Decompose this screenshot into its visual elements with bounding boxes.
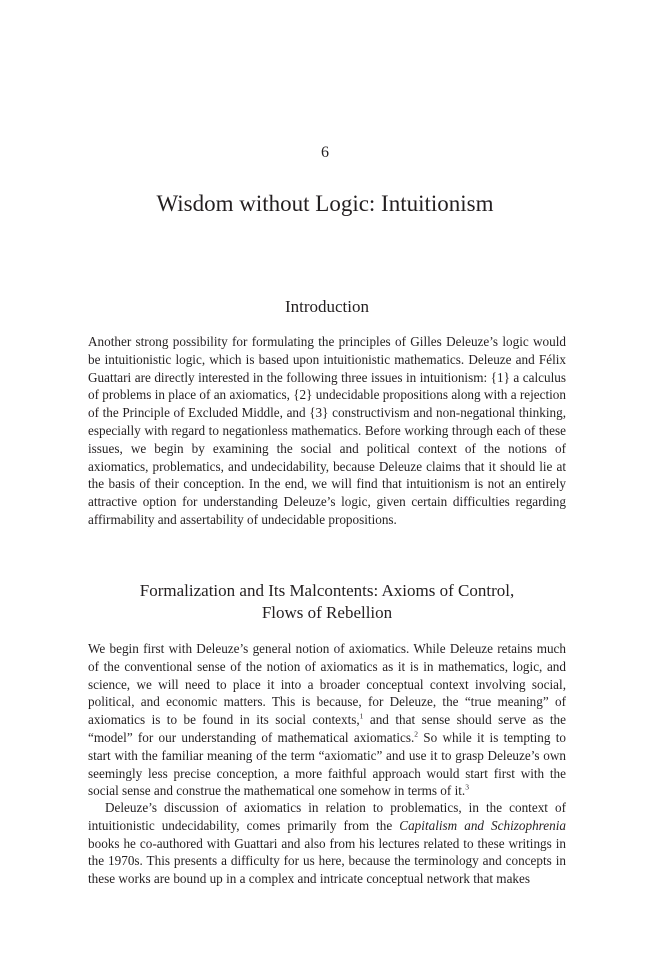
paragraph-text: books he co-authored with Guattari and also from his lectures related to these writings in the 1970s. This presents a difficulty for us here, because the terminology and concepts in these works are bound up in a complex and intricate conceptual network that makes [88,835,566,887]
paragraph-text: and that sense should serve as the “model” for our understanding of mathematical axiomatics. [88,712,566,745]
introduction-heading: Introduction [284,297,370,316]
footnote-marker[interactable]: 1 [359,711,364,721]
footnote-marker[interactable]: 3 [465,782,469,792]
chapter-title: Wisdom without Logic: Intuitionism [156,191,494,216]
paragraph-text: So while it is tempting to start with the familiar meaning of the term “axiomatic” and use it to grasp Deleuze’s own seemingly less precise conception, a more faithful approach would start first with the social sense and construe the mathematical one somehow in terms of it. [88,729,566,799]
formalization-heading-line2: Flows of Rebellion [261,603,393,622]
formalization-heading [88,580,566,624]
formalization-paragraph-1 [88,640,566,800]
paragraph-text: Deleuze’s discussion of axiomatics in relation to problematics, in the context of intuitionistic undecidability, comes primarily from the [88,800,566,833]
formalization-paragraph-2 [88,799,566,888]
book-title: Capitalism and Schizophrenia [399,817,567,833]
introduction-paragraph: Another strong possibility for formulating the principles of Gilles Deleuze’s logic would be intuitionistic logic, which is based upon intuitionistic mathematics. Deleuze and Félix Guattari are directly interested in the following three issues in intuitionism: {1} a calculus of problems in place of an axiomatics, {2} undecidable propositions along with a rejection of the Principle of Excluded Middle, and {3} constructivism and non-negational thinking, especially with regard to negationless mathematics. Before working through each of these issues, we begin by examining the social and political context of the notions of axiomatics, problematics, and undecidability, because Deleuze claims that it should lie at the basis of their conception. In the end, we will find that intuitionism is not an entirely attractive option for understanding Deleuze’s logic, given certain difficulties regarding affirmability and assertability of undecidable propositions. [88,334,566,527]
chapter-number: 6 [321,144,329,161]
footnote-marker[interactable]: 2 [414,729,419,739]
formalization-heading-line1: Formalization and Its Malcontents: Axioms of Control, [139,581,515,600]
paragraph-text: We begin first with Deleuze’s general notion of axiomatics. While Deleuze retains much of the conventional sense of the notion of axiomatics as it is in mathematics, logic, and science, we will need to place it into a broader conceptual context involving social, political, and economic matters. This is because, for Deleuze, the “true meaning” of axiomatics is to be found in its social contexts, [88,641,566,728]
